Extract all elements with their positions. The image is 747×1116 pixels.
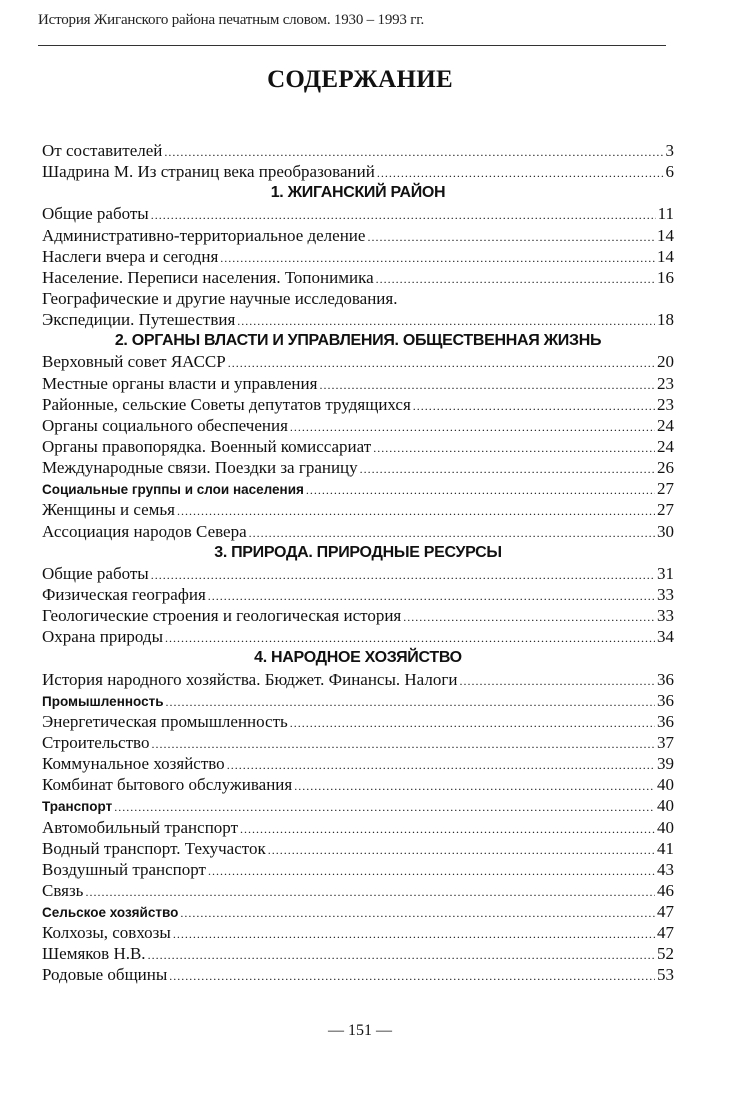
dot-leader [164, 142, 663, 161]
toc-entry-title: Шадрина М. Из страниц века преобразований [42, 162, 375, 182]
toc-entry-title: Сельское хозяйство [42, 905, 179, 921]
toc-entry-title: Транспорт [42, 799, 113, 815]
toc-entry-title: Общие работы [42, 563, 149, 583]
toc-entry [42, 880, 674, 901]
toc-entry-page: 40 [657, 796, 674, 816]
table-of-contents [42, 140, 674, 986]
dot-leader [294, 776, 655, 795]
toc-entry [42, 288, 674, 309]
toc-entry-page: 40 [657, 775, 674, 795]
toc-entry [42, 690, 674, 711]
toc-entry-title: Связь [42, 880, 84, 900]
toc-entry [42, 373, 674, 394]
toc-entry-title: Строительство [42, 732, 150, 752]
toc-entry-page: 33 [657, 584, 674, 604]
toc-entry-page: 52 [657, 944, 674, 964]
toc-entry-page: 46 [657, 880, 674, 900]
toc-entry [42, 732, 674, 753]
toc-entry [42, 351, 674, 372]
toc-entry-page: 11 [657, 204, 674, 224]
toc-entry [42, 605, 674, 626]
toc-entry-page: 16 [657, 267, 674, 287]
toc-entry-title: Органы социального обеспечения [42, 415, 288, 435]
toc-entry-page: 23 [657, 394, 674, 414]
toc-entry-page: 23 [657, 373, 674, 393]
section-heading-text: 4. НАРОДНОЕ ХОЗЯЙСТВО [254, 649, 462, 667]
dot-leader [367, 227, 655, 246]
toc-entry-page: 27 [657, 500, 674, 520]
dot-leader [208, 861, 655, 880]
toc-entry-title: Родовые общины [42, 965, 168, 985]
toc-entry-page: 26 [657, 458, 674, 478]
dot-leader [249, 523, 655, 542]
dot-leader [290, 417, 655, 436]
toc-entry-title: Геологические строения и геологическая история [42, 606, 402, 626]
section-heading-text: 2. ОРГАНЫ ВЛАСТИ И УПРАВЛЕНИЯ. ОБЩЕСТВЕННАЯ ЖИЗНЬ [114, 332, 602, 350]
toc-entry [42, 225, 674, 246]
toc-entry-page: 41 [657, 838, 674, 858]
toc-entry-page: 47 [657, 923, 674, 943]
toc-entry [42, 521, 674, 542]
dot-leader [319, 375, 655, 394]
toc-entry-page: 43 [657, 859, 674, 879]
toc-entry [42, 901, 674, 922]
toc-entry-title: Общие работы [42, 204, 149, 224]
toc-entry [42, 394, 674, 415]
toc-entry-page: 37 [657, 732, 674, 752]
dot-leader [151, 734, 655, 753]
toc-entry [42, 436, 674, 457]
dot-leader [169, 966, 655, 985]
dot-leader [151, 205, 656, 224]
toc-entry-title: Районные, сельские Советы депутатов трудящихся [42, 394, 411, 414]
toc-entry-title: От составителей [42, 141, 163, 160]
toc-entry [42, 817, 674, 838]
dot-leader [85, 882, 655, 901]
dot-leader [290, 713, 655, 732]
dot-leader [166, 692, 656, 711]
toc-entry [42, 415, 674, 436]
toc-entry-title: Верховный совет ЯАССР [42, 352, 226, 372]
toc-entry [42, 711, 674, 732]
header-rule [38, 45, 666, 46]
toc-entry-page: 14 [657, 225, 674, 245]
section-heading [42, 182, 674, 203]
dot-leader [376, 269, 655, 288]
page-title: СОДЕРЖАНИЕ [267, 66, 453, 93]
section-heading-text: 1. ЖИГАНСКИЙ РАЙОН [270, 184, 446, 202]
toc-entry [42, 499, 674, 520]
toc-entry [42, 267, 674, 288]
toc-entry-page: 30 [657, 521, 674, 541]
section-heading [42, 542, 674, 563]
toc-entry-title: Женщины и семья [42, 500, 175, 520]
dot-leader [151, 565, 655, 584]
toc-entry-title: Местные органы власти и управления [42, 373, 318, 393]
section-heading [42, 330, 674, 351]
toc-entry-title: Административно-территориальное деление [42, 225, 366, 245]
toc-entry [42, 753, 674, 774]
dot-leader [373, 438, 655, 457]
toc-entry [42, 203, 674, 224]
toc-entry-title: Автомобильный транспорт [42, 817, 238, 837]
dot-leader [306, 480, 655, 499]
toc-entry [42, 626, 674, 647]
dot-leader [114, 797, 655, 816]
toc-entry-title: Энергетическая промышленность [42, 711, 288, 731]
toc-entry [42, 795, 674, 816]
toc-entry-page: 36 [657, 711, 674, 731]
toc-entry [42, 964, 674, 985]
toc-entry-page: 47 [657, 902, 674, 922]
dot-leader [165, 628, 655, 647]
toc-entry-title: Международные связи. Поездки за границу [42, 458, 358, 478]
toc-entry-page: 3 [665, 141, 674, 160]
toc-entry [42, 478, 674, 499]
toc-entry [42, 563, 674, 584]
toc-entry-page: 18 [657, 310, 674, 330]
toc-entry [42, 457, 674, 478]
toc-entry-title: Органы правопорядка. Военный комиссариат [42, 436, 372, 456]
toc-entry-page: 24 [657, 436, 674, 456]
toc-entry-title: Промышленность [42, 693, 164, 709]
dot-leader [403, 607, 655, 626]
toc-entry [42, 922, 674, 943]
dot-leader [180, 903, 655, 922]
dot-leader [228, 353, 655, 372]
toc-entry-title: Наслеги вчера и сегодня [42, 246, 219, 266]
toc-entry [42, 774, 674, 795]
toc-entry-page: 34 [657, 627, 674, 647]
toc-entry [42, 584, 674, 605]
toc-entry-title: Шемяков Н.В. [42, 944, 146, 964]
toc-entry-page: 27 [657, 479, 674, 499]
dot-leader [227, 755, 655, 774]
toc-entry-title: Ассоциация народов Севера [42, 521, 247, 541]
toc-entry-title: История народного хозяйства. Бюджет. Финансы. Налоги [42, 669, 458, 689]
toc-entry [42, 943, 674, 964]
toc-entry-title: Население. Переписи населения. Топонимика [42, 267, 374, 287]
toc-entry-page: 39 [657, 754, 674, 774]
toc-entry-page: 20 [657, 352, 674, 372]
running-header: История Жиганского района печатным словом. 1930 – 1993 гг. [38, 12, 425, 28]
toc-entry [42, 859, 674, 880]
toc-entry-page: 31 [657, 563, 674, 583]
toc-entry-title: Колхозы, совхозы [42, 923, 171, 943]
dot-leader [148, 945, 655, 964]
toc-entry-title: Физическая география [42, 584, 206, 604]
toc-entry-title: Коммунальное хозяйство [42, 754, 225, 774]
dot-leader [237, 311, 655, 330]
toc-entry [42, 669, 674, 690]
section-heading-text: 3. ПРИРОДА. ПРИРОДНЫЕ РЕСУРСЫ [214, 543, 502, 561]
toc-entry-page: 53 [657, 965, 674, 985]
toc-entry-page: 36 [657, 669, 674, 689]
toc-entry [42, 838, 674, 859]
toc-entry [42, 309, 674, 330]
toc-entry-title: Воздушный транспорт [42, 859, 206, 879]
toc-entry-title: Географические и другие научные исследования. [42, 288, 398, 308]
toc-entry-title: Водный транспорт. Техучасток [42, 838, 266, 858]
dot-leader [177, 501, 655, 520]
toc-entry-page: 6 [665, 162, 674, 182]
dot-leader [413, 396, 655, 415]
toc-entry-title: Экспедиции. Путешествия [42, 310, 236, 330]
dot-leader [240, 819, 655, 838]
toc-entry-title: Социальные группы и слои населения [42, 482, 304, 498]
toc-entry-page: 40 [657, 817, 674, 837]
page-number: — 151 — [328, 1022, 392, 1039]
dot-leader [360, 459, 655, 478]
dot-leader [173, 924, 655, 943]
dot-leader [220, 248, 655, 267]
toc-entry-page: 24 [657, 415, 674, 435]
toc-entry-title: Охрана природы [42, 627, 163, 647]
dot-leader [268, 840, 655, 859]
toc-entry-page: 14 [657, 246, 674, 266]
dot-leader [208, 586, 655, 605]
dot-leader [377, 163, 664, 182]
dot-leader [459, 671, 655, 690]
toc-entry-title: Комбинат бытового обслуживания [42, 775, 293, 795]
toc-entry [42, 246, 674, 267]
toc-entry-page: 36 [657, 690, 674, 710]
toc-entry-page: 33 [657, 606, 674, 626]
toc-entry [42, 161, 674, 182]
toc-entry [42, 140, 674, 161]
section-heading [42, 647, 674, 668]
